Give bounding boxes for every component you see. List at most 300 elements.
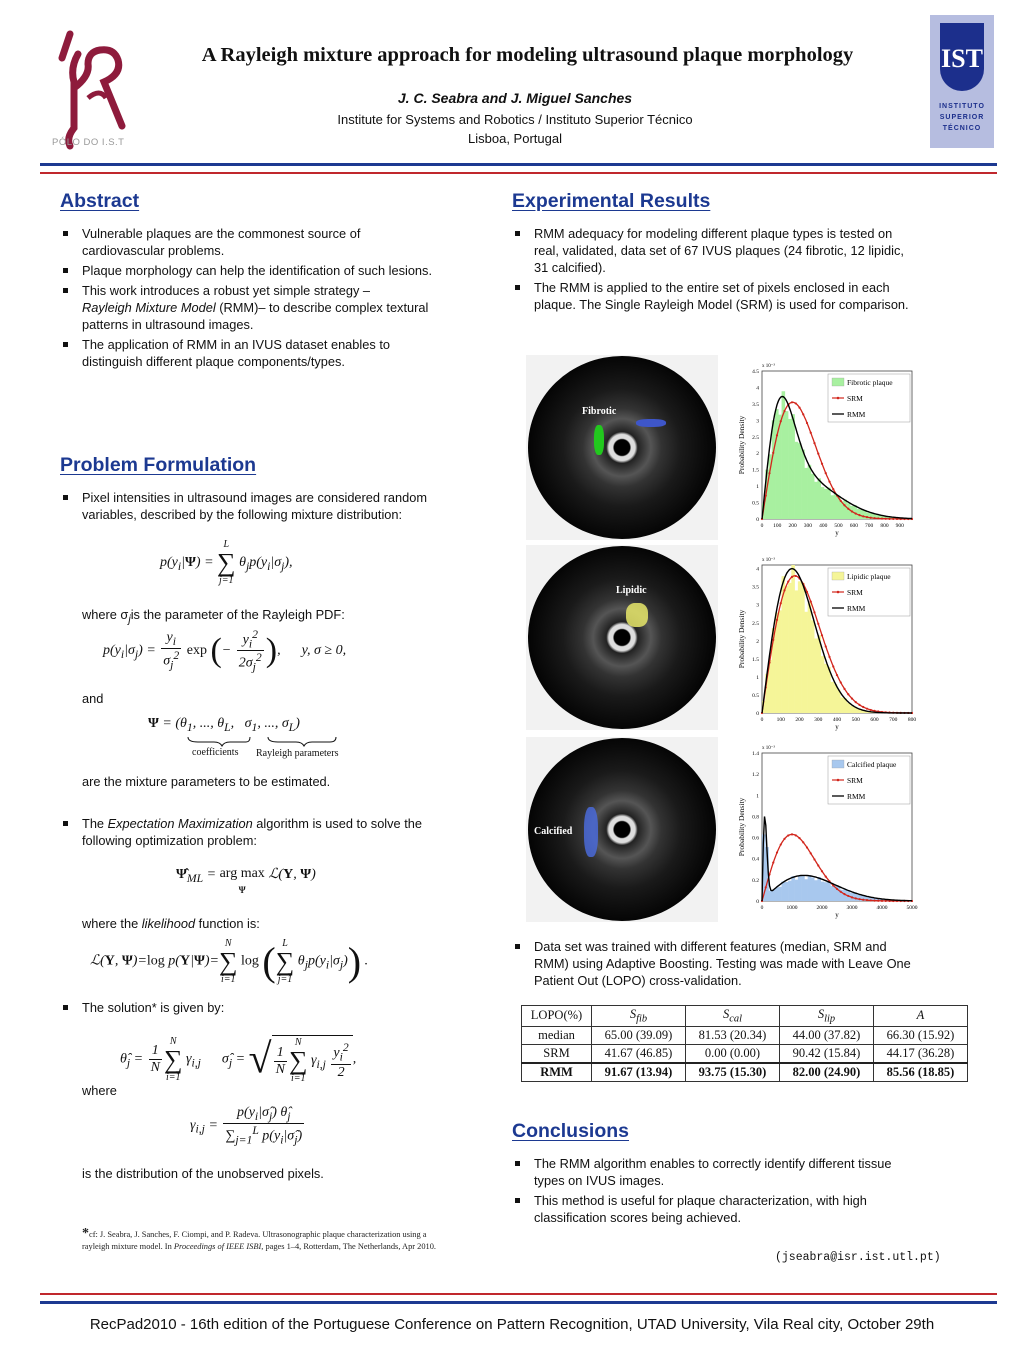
results-heading: Experimental Results (512, 190, 711, 212)
list-item: This method is useful for plaque characterization, with high classification scores being achieved. (512, 1192, 922, 1226)
x-tick-label: 700 (865, 523, 874, 529)
problem-heading: Problem Formulation (60, 454, 257, 476)
srm-marker (840, 500, 842, 502)
srm-marker (798, 837, 800, 839)
histogram-bar (778, 610, 782, 713)
x-tick-label: 800 (880, 523, 889, 529)
srm-marker (795, 575, 797, 577)
histogram-bar (824, 882, 828, 901)
srm-marker (821, 634, 823, 636)
srm-marker (836, 674, 838, 676)
srm-marker (843, 688, 845, 690)
histogram-bar (804, 468, 808, 519)
srm-marker (806, 422, 808, 424)
srm-marker (892, 518, 894, 520)
y-tick-label: 2 (756, 451, 759, 458)
y-tick-label: 1.5 (752, 656, 759, 663)
srm-marker (802, 841, 804, 843)
srm-marker (862, 515, 864, 517)
ivus-image-fibrotic (526, 355, 718, 540)
srm-marker (881, 900, 883, 902)
srm-marker (828, 481, 830, 483)
srm-marker (851, 896, 853, 898)
legend-marker-srm (837, 779, 840, 782)
srm-marker (776, 851, 778, 853)
srm-marker (768, 472, 770, 474)
srm-marker (806, 846, 808, 848)
x-tick-label: 200 (795, 717, 804, 723)
svg-text:IST: IST (941, 44, 983, 73)
reference: *cf: J. Seabra, J. Sanches, F. Ciompi, and P. Radeva. Ultrasonographic plaque characterization using a rayleigh mixture model. In Proceedings of IEEE ISBI, pages 1–4, Rotterdam, The Netherlands, Apr 2010. (82, 1226, 437, 1251)
ivus-image-lipidic (526, 545, 718, 730)
srm-marker (776, 434, 778, 436)
x-tick-label: 4000 (876, 905, 888, 911)
srm-marker (855, 897, 857, 899)
histogram-bar (804, 879, 808, 901)
srm-marker (772, 452, 774, 454)
srm-marker (851, 510, 853, 512)
legend-label: RMM (847, 792, 866, 801)
list-item: The Expectation Maximization algorithm is used to solve the following optimization problem: (60, 815, 450, 849)
histogram-bar (834, 494, 838, 519)
authors: J. C. Seabra and J. Miguel Sanches (397, 90, 633, 106)
histogram-bar (788, 419, 792, 519)
y-axis-label: Probability Density (737, 797, 746, 857)
x-tick-label: 2000 (816, 905, 828, 911)
ist-line-2: SUPERIOR (939, 114, 985, 121)
legend-label: SRM (847, 588, 863, 597)
histogram-bar (808, 465, 812, 519)
x-tick-label: 500 (851, 717, 860, 723)
y-tick-label: 3 (756, 418, 759, 425)
table-header: LOPO(%) (522, 1006, 592, 1027)
x-tick-label: 0 (760, 717, 764, 723)
y-tick-label: 0.2 (752, 877, 759, 884)
calcified-label: Calcified (534, 826, 573, 837)
legend-label: RMM (847, 410, 866, 419)
srm-marker (832, 488, 834, 490)
table-row: median 65.00 (39.09) 81.53 (20.34) 44.00 (37.82) 66.30 (15.92) (522, 1026, 968, 1044)
histogram-bar (801, 875, 805, 901)
footer-text: RecPad2010 - 16th edition of the Portuguese Conference on Pattern Recognition, UTAD University, Vila Real city, October 29th (89, 1316, 935, 1333)
srm-marker (810, 600, 812, 602)
srm-marker (866, 708, 868, 710)
problem-list-2 (60, 815, 450, 852)
srm-marker (847, 895, 849, 897)
y-tick-label: 0.5 (752, 500, 759, 507)
fibrotic-density-chart (730, 355, 922, 540)
srm-marker (866, 516, 868, 518)
srm-marker (836, 888, 838, 890)
histogram-bar (795, 590, 799, 713)
srm-marker (817, 453, 819, 455)
legend-swatch (832, 760, 844, 768)
x-tick-label: 400 (832, 717, 842, 723)
mixture-params-text: are the mixture parameters to be estimated. (82, 774, 331, 789)
srm-marker (858, 898, 860, 900)
parameter-vector-equation: $\Psi = (\theta_1$, ..., $\theta_L$, $\sigma_1$, ..., $\sigma_L$) (148, 716, 300, 734)
srm-marker (780, 843, 782, 845)
y-tick-label: 1.5 (752, 467, 759, 474)
srm-marker (888, 518, 890, 520)
rayleigh-params-label: Rayleigh parameters (256, 748, 339, 759)
plaque-region (636, 419, 666, 427)
histogram-bar (824, 489, 828, 519)
list-item: The solution* is given by: (60, 999, 450, 1016)
srm-marker (813, 442, 815, 444)
y-tick-label: 4.5 (752, 369, 759, 375)
table-header: $S_{cal}$ (686, 1006, 780, 1027)
x-tick-label: 100 (773, 523, 782, 529)
y-tick-label: 2 (756, 638, 759, 645)
histogram-bar (847, 703, 851, 713)
histogram-bar (804, 612, 808, 713)
srm-marker (870, 709, 872, 711)
table-row: RMM 91.67 (13.94) 93.75 (15.30) 82.00 (24.90) 85.56 (18.85) (522, 1063, 968, 1082)
srm-marker (873, 517, 875, 519)
srm-marker (795, 402, 797, 404)
srm-marker (780, 602, 782, 604)
histogram-bar (824, 664, 828, 713)
x-tick-label: 800 (907, 717, 917, 723)
table-header: $S_{fib}$ (592, 1006, 686, 1027)
histogram-bar (791, 414, 795, 519)
y-tick-label: 0.5 (752, 692, 759, 699)
srm-marker (783, 838, 785, 840)
srm-marker (772, 862, 774, 864)
table-header: A (874, 1006, 968, 1027)
likelihood-equation: ℒ(Y, Ψ)=log p(Y|Ψ)= N ∑ i=1 log ( L ∑ j=1 $\theta_jp(y_i|\sigma_j)$) . (90, 937, 369, 985)
x-tick-label: 5000 (906, 905, 918, 911)
footer-rule-red (40, 1293, 997, 1295)
y-tick-label: 2.5 (752, 620, 759, 627)
histogram-bar (817, 877, 821, 901)
histogram-bar (811, 877, 815, 901)
list-item: Pixel intensities in ultrasound images are considered random variables, described by the following mixture distribution: (60, 489, 440, 523)
histogram-bar (817, 478, 821, 519)
srm-marker (840, 681, 842, 683)
abstract-heading: Abstract (60, 190, 140, 212)
srm-marker (821, 463, 823, 465)
srm-marker (843, 893, 845, 895)
srm-marker (783, 589, 785, 591)
list-item: The RMM is applied to the entire set of pixels enclosed in each plaque. The Single Rayleigh Model (SRM) is used for comparison. (512, 279, 912, 313)
srm-marker (885, 518, 887, 520)
y-tick-label: 3 (756, 602, 759, 609)
and-text: and (82, 691, 104, 706)
legend-label: SRM (847, 394, 863, 403)
histogram-bar (830, 886, 834, 901)
histogram-bar (821, 882, 825, 901)
list-item: RMM adequacy for modeling different plaque types is tested on real, validated, data set of 67 IVUS plaques (24 fibrotic, 12 lipidic, 31 calcified). (512, 225, 912, 276)
x-tick-label: 700 (889, 717, 898, 723)
y-tick-label: 3.5 (752, 401, 759, 408)
y-tick-label: 0 (756, 711, 759, 717)
calcified-density-chart (730, 737, 922, 922)
x-tick-label: 1000 (786, 905, 798, 911)
y-tick-label: 0 (756, 899, 759, 905)
mixture-equation: $p(y_i|\Psi)$ = L ∑ j=1 $\theta_jp(y_i|\sigma_j)$, (160, 539, 293, 586)
srm-marker (776, 619, 778, 621)
histogram-bar (801, 450, 805, 519)
affiliation (280, 110, 750, 148)
x-tick-label: 600 (870, 717, 879, 723)
list-item: This work introduces a robust yet simple strategy – Rayleigh Mixture Model (RMM)– to describe complex textural patterns in ultrasound images. (60, 282, 440, 333)
table-header-row (522, 1006, 968, 1027)
conclusions-list (512, 1155, 922, 1229)
y-tick-label: 4 (756, 385, 759, 392)
srm-marker (825, 645, 827, 647)
srm-marker (832, 665, 834, 667)
srm-marker (870, 899, 872, 901)
histogram-bar (808, 602, 812, 713)
srm-marker (791, 833, 793, 835)
histogram-bar (834, 684, 838, 713)
x-axis-label: y (835, 911, 839, 919)
legend-label: Calcified plaque (847, 760, 897, 769)
x-axis-label: y (835, 723, 839, 731)
fibrotic-region (594, 425, 604, 455)
institute: Institute for Systems and Robotics / Instituto Superior Técnico (337, 112, 693, 127)
results-list-2 (512, 938, 922, 992)
histogram-bar (860, 510, 864, 519)
rayleigh-pdf-equation: $p(y_i|\sigma_j)$ = $\frac{y_i}{\sigma_j^2}$ exp (− $\frac{y_i^2}{2\sigma_j^2}$ ), y, σ ≥ 0, (103, 628, 347, 674)
srm-marker (858, 514, 860, 516)
solution-equation: $\thetâ_j$ = $\frac{1}{N}$ N ∑ i=1 $\gamma_{i,j}$ $\sigmâ_j$ = √ $\frac{1}{N}$ N ∑ i=1 $\gamma_{i,j}$ $\frac{y_i^2}{2}$ , (120, 1035, 357, 1084)
srm-marker (840, 891, 842, 893)
legend-marker-srm (837, 591, 840, 594)
histogram-bar (798, 581, 802, 713)
x-tick-label: 300 (814, 717, 823, 723)
histogram-bar (814, 880, 818, 901)
histogram-bar (775, 887, 779, 901)
histogram-bar (811, 620, 815, 713)
histogram-bar (795, 880, 799, 901)
ist-shield-icon (940, 23, 984, 91)
unobserved-text: is the distribution of the unobserved pixels. (82, 1166, 324, 1181)
list-item: Vulnerable plaques are the commonest source of cardiovascular problems. (60, 225, 440, 259)
header-rule-blue (40, 163, 997, 166)
srm-marker (851, 697, 853, 699)
y-tick-label: 0.6 (752, 835, 759, 842)
srm-marker (813, 611, 815, 613)
y-axis-label: Probability Density (737, 609, 746, 669)
x-tick-label: 400 (819, 523, 828, 529)
y-exponent-label: x 10⁻³ (762, 364, 775, 369)
x-tick-label: 200 (788, 523, 797, 529)
ist-line-1: INSTITUTO (939, 103, 985, 110)
histogram-bar (798, 877, 802, 901)
srm-marker (810, 432, 812, 434)
legend-swatch (832, 572, 844, 580)
srm-marker (881, 518, 883, 520)
srm-marker (825, 875, 827, 877)
srm-marker (791, 576, 793, 578)
table-row: SRM 41.67 (46.85) 0.00 (0.00) 90.42 (15.84) 44.17 (36.28) (522, 1044, 968, 1063)
list-item: The application of RMM in an IVUS dataset enables to distinguish different plaque components/types. (60, 336, 440, 370)
srm-marker (798, 407, 800, 409)
srm-marker (877, 517, 879, 519)
srm-marker (765, 886, 767, 888)
y-tick-label: 3.5 (752, 584, 759, 591)
problem-list-3 (60, 999, 450, 1019)
histogram-bar (817, 635, 821, 713)
ivus-image-calcified (526, 737, 718, 922)
contact-email: (jseabra@isr.ist.utl.pt) (775, 1251, 941, 1264)
y-tick-label: 2.5 (752, 434, 759, 441)
histogram-bar (808, 875, 812, 901)
fibrotic-label: Fibrotic (582, 406, 617, 417)
histogram-bar (814, 482, 818, 519)
ist-logo (930, 15, 994, 148)
abstract-list (60, 225, 440, 373)
ist-line-3: TÉCNICO (942, 125, 982, 132)
header-rule-red (40, 172, 997, 174)
srm-marker (847, 508, 849, 510)
x-tick-label: 300 (803, 523, 813, 529)
histogram-bar (782, 881, 786, 901)
srm-marker (877, 900, 879, 902)
results-list-1 (512, 225, 912, 316)
srm-marker (813, 858, 815, 860)
srm-marker (847, 693, 849, 695)
histogram-bar (837, 690, 841, 713)
y-tick-label: 1 (756, 484, 759, 491)
srm-marker (873, 900, 875, 902)
lipidic-density-chart (730, 549, 922, 734)
histogram-bar (769, 890, 773, 901)
calcified-region (584, 807, 598, 857)
srm-marker (862, 899, 864, 901)
histogram-bar (791, 876, 795, 901)
poster-title: A Rayleigh mixture approach for modeling ultrasound plaque morphology (201, 44, 854, 66)
y-tick-label: 4 (756, 566, 759, 573)
legend-swatch (832, 378, 844, 386)
histogram-bar (827, 488, 831, 519)
histogram-bar (830, 682, 834, 713)
histogram-bar (772, 420, 776, 519)
srm-marker (817, 864, 819, 866)
where-text: where (82, 1083, 117, 1098)
srm-marker (858, 704, 860, 706)
legend-label: RMM (847, 604, 866, 613)
conclusions-heading: Conclusions (512, 1120, 630, 1142)
srm-marker (791, 401, 793, 403)
footer-rule-blue (40, 1301, 997, 1304)
histogram-bar (788, 881, 792, 901)
y-exponent-label: x 10⁻³ (762, 746, 775, 751)
y-exponent-label: x 10⁻³ (762, 558, 775, 563)
srm-marker (780, 420, 782, 422)
city: Lisboa, Portugal (468, 131, 562, 146)
histogram-bar (788, 583, 792, 713)
histogram-bar (821, 487, 825, 519)
histogram-bar (801, 583, 805, 713)
histogram-bar (850, 706, 854, 713)
x-tick-label: 0 (760, 523, 764, 529)
histogram-bar (785, 411, 789, 519)
y-tick-label: 1 (756, 674, 759, 681)
histogram-bar (785, 882, 789, 901)
optimization-equation: $\Psî_{ML}$ = arg max Ψ ℒ(Y, Ψ) (176, 866, 316, 895)
lopo-results-table (521, 1005, 968, 1082)
srm-marker (855, 701, 857, 703)
list-item: Data set was trained with different features (median, SRM and RMM) using Adaptive Boosting. Testing was made with Leave One Patient Out (LOPO) cross-validation. (512, 938, 922, 989)
srm-marker (795, 834, 797, 836)
gamma-equation: $\gamma_{i,j}$ = $\frac{p(y_i|\sigmâ_j) \thetâ_j}{\sum_{j=1}^L p(y_i|\sigmâ_j)}$ (190, 1105, 303, 1147)
srm-marker (825, 472, 827, 474)
srm-marker (817, 623, 819, 625)
x-axis-label: y (835, 529, 839, 537)
problem-list-1 (60, 489, 440, 526)
srm-marker (821, 870, 823, 872)
isr-logo (48, 28, 138, 153)
table-header: $S_{lip}$ (780, 1006, 874, 1027)
histogram-bar (840, 697, 844, 713)
histogram-bar (778, 887, 782, 901)
list-item: Plaque morphology can help the identification of such lesions. (60, 262, 440, 279)
y-tick-label: 0.8 (752, 814, 759, 821)
y-axis-label: Probability Density (737, 415, 746, 475)
srm-marker (802, 413, 804, 415)
histogram-bar (847, 503, 851, 519)
legend-label: Lipidic plaque (847, 572, 891, 581)
histogram-bar (791, 565, 795, 713)
srm-marker (828, 656, 830, 658)
x-tick-label: 0 (760, 905, 764, 911)
x-tick-label: 600 (849, 523, 858, 529)
y-tick-label: 1.2 (752, 772, 759, 779)
polo-ist-label: PÓLO DO I.S.T (52, 137, 125, 148)
y-tick-label: 0.4 (752, 856, 759, 863)
srm-marker (787, 581, 789, 583)
histogram-bar (821, 656, 825, 713)
list-item: The RMM algorithm enables to correctly identify different tissue types on IVUS images. (512, 1155, 922, 1189)
histogram-bar (785, 586, 789, 713)
y-tick-label: 1.4 (752, 751, 759, 757)
legend-label: Fibrotic plaque (847, 378, 893, 387)
legend-label: SRM (847, 776, 863, 785)
histogram-bar (844, 500, 848, 519)
x-tick-label: 3000 (846, 905, 858, 911)
lipidic-label: Lipidic (616, 585, 647, 596)
histogram-bar (775, 409, 779, 519)
histogram-bar (827, 881, 831, 901)
srm-marker (870, 517, 872, 519)
srm-marker (843, 504, 845, 506)
histogram-bar (814, 638, 818, 713)
lipidic-region (626, 603, 648, 627)
histogram-bar (798, 443, 802, 519)
srm-marker (855, 512, 857, 514)
likelihood-text: where the likelihood function is: (82, 916, 260, 931)
srm-marker (862, 706, 864, 708)
y-tick-label: 1 (756, 793, 759, 800)
legend-marker-srm (837, 397, 840, 400)
y-tick-label: 0 (756, 517, 759, 523)
coefficients-label: coefficients (192, 747, 239, 758)
brace-icon (186, 735, 346, 747)
histogram-bar (811, 474, 815, 519)
srm-marker (783, 410, 785, 412)
histogram-bar (830, 495, 834, 519)
srm-marker (866, 899, 868, 901)
x-tick-label: 900 (895, 523, 904, 529)
srm-marker (810, 852, 812, 854)
srm-marker (787, 834, 789, 836)
where-sigma-text: where $\sigma_jis$ the parameter of the Rayleigh PDF: (82, 607, 345, 626)
histogram-bar (772, 890, 776, 901)
